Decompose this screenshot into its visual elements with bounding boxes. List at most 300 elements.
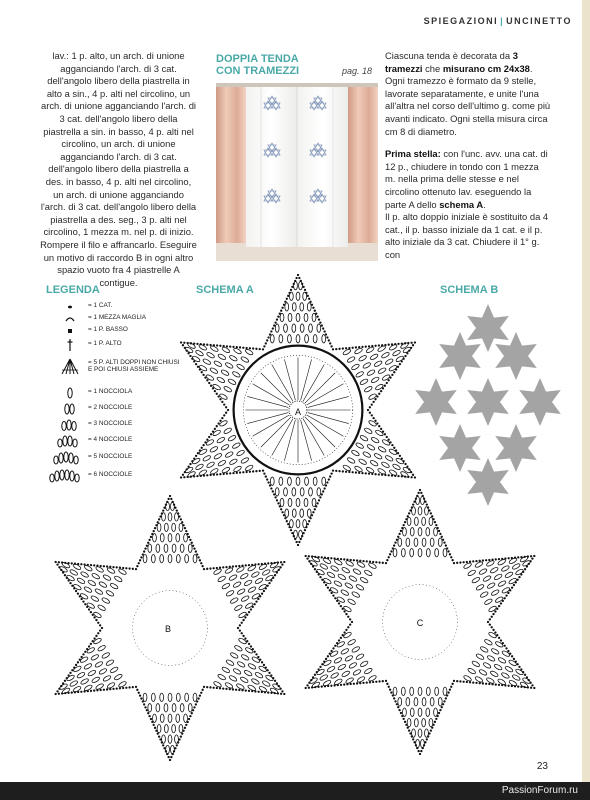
nocciola-loop [418,548,422,556]
chain-stitch [252,470,254,472]
chain-stitch [262,469,264,471]
radial-stitch [308,413,349,424]
chain-stitch [492,613,494,615]
nocciola-loop [241,654,250,661]
nocciola-loop [388,364,397,371]
nocciola-loop [359,434,368,441]
nocciola-loop [378,446,387,453]
chain-stitch [193,706,195,708]
nocciola-loop [148,704,152,712]
nocciola-loop [430,538,434,546]
chain-stitch [305,687,307,689]
chain-stitch [374,345,376,347]
chain-stitch [408,729,410,731]
chain-stitch [263,472,265,474]
nocciola-loop [300,488,304,496]
chain-stitch [400,530,402,532]
nocciola-loop [98,581,107,588]
nocciola-loop [471,660,480,667]
nocciola-loop [213,453,222,460]
chain-stitch [403,718,405,720]
nocciola-loop [401,548,405,556]
chain-stitch [216,425,218,427]
chain-stitch [367,409,369,411]
chain-stitch [434,521,436,523]
nocciola-loop [110,582,119,589]
chain-stitch [71,562,73,564]
chain-stitch [153,724,155,726]
chain-stitch [430,512,432,514]
nocciola-loop [421,496,425,504]
chain-stitch [438,530,440,532]
chain-stitch [297,274,299,276]
nocciola-loop [395,457,404,464]
nocciola-loop [168,714,172,722]
chain-stitch [201,371,203,373]
chain-stitch [226,472,228,474]
chain-stitch [488,683,490,685]
chain-stitch [93,616,95,618]
chain-stitch [518,666,520,668]
nocciola-loop [381,461,390,468]
chain-stitch [494,631,496,633]
chain-stitch [374,420,376,422]
chain-stitch [533,555,535,557]
chain-stitch [241,632,243,634]
chain-stitch [355,346,357,348]
nocciola-loop [175,735,179,743]
nocciola-loop [228,675,237,682]
nocciola-loop [217,575,226,582]
chain-stitch [391,444,393,446]
nocciola-loop [416,739,420,747]
nocciola-loop [421,739,425,747]
chain-stitch [394,541,396,543]
chain-stitch [453,680,455,682]
chain-stitch [391,374,393,376]
chain-stitch [58,693,60,695]
chain-stitch [368,345,370,347]
chain-stitch [206,344,208,346]
nocciola-loop [254,671,263,678]
nocciola-loop [392,349,401,356]
nocciola-loop [296,335,300,343]
nocciola-loop [347,598,356,605]
chain-stitch [195,703,197,705]
chain-stitch [307,295,309,297]
watermark-text: PassionForum.ru [501,785,578,796]
chain-stitch [459,680,461,682]
chain-stitch [394,700,396,702]
chain-stitch [345,613,347,615]
nocciola-loop [175,513,179,521]
nocciola-loop [389,344,398,351]
chain-stitch [274,321,276,323]
chain-stitch [308,687,310,689]
nocciola-loop [443,687,447,695]
nocciola-loop [221,466,230,473]
radial-stitch [272,365,293,402]
schema-b-title: SCHEMA B [440,284,499,296]
chain-stitch [330,472,332,474]
nocciola-loop [348,575,357,582]
legend-item: = 1 P. BASSO [28,324,188,338]
nocciola-loop [162,513,166,521]
chain-stitch [349,618,351,620]
nocciola-loop [206,351,215,358]
chain-stitch [252,347,254,349]
chain-stitch [116,687,118,689]
chain-stitch [197,556,199,558]
chain-stitch [219,420,221,422]
chain-stitch [330,650,332,652]
nocciola-loop [245,602,254,609]
chain-stitch [176,509,178,511]
nocciola-loop [371,436,380,443]
chain-stitch [249,471,251,473]
chain-stitch [209,567,211,569]
chain-stitch [507,685,509,687]
chain-stitch [456,562,458,564]
nocciola-loop [364,427,373,434]
nocciola-loop [303,292,307,300]
chain-stitch [450,686,452,688]
chain-stitch [140,556,142,558]
nocciola-loop [443,548,447,556]
legend-item: = 2 NOCCIOLE [28,402,188,416]
nocciola-loop [98,668,107,675]
nocciola-loop [225,659,234,666]
nocciola-loop [279,477,283,485]
chain-stitch [272,327,274,329]
nocciola-loop [352,669,361,676]
chain-stitch [184,727,186,729]
nocciola-loop [389,469,398,476]
nocciola-loop [168,534,172,542]
chain-stitch [385,680,387,682]
chain-stitch [201,447,203,449]
nocciola-loop [83,586,92,593]
chain-stitch [328,478,330,480]
chain-stitch [531,557,533,559]
chain-stitch [138,562,140,564]
chain-stitch [314,568,316,570]
chain-stitch [302,532,304,534]
nocciola-loop [270,335,274,343]
chain-stitch [183,476,185,478]
chain-stitch [385,562,387,564]
chain-stitch [338,470,340,472]
chain-stitch [199,695,201,697]
chain-stitch [283,561,285,563]
chain-stitch [93,564,95,566]
chain-stitch [245,347,247,349]
nocciola-loop [362,362,371,369]
chain-stitch [295,277,297,279]
nocciola-loop [101,652,110,659]
paragraph-intro: Ciascuna tenda è decorata da 3 tramezzi che misurano cm 24x38. Ogni tramezzo è formato da 9 stelle, lavorate separatamente, e unite l'una all'altra nel corso dell'ultimo g. come più avanti indicato. Ogni stella misura circa cm 8 di diametro. [385,50,551,137]
chain-stitch [340,605,342,607]
nocciola-loop [72,563,81,570]
chain-stitch [223,414,225,416]
chain-stitch [449,689,451,691]
chain-stitch [308,555,310,557]
chain-stitch [434,721,436,723]
schema-b-star [495,424,537,472]
radial-stitch [305,373,335,403]
chain-stitch [112,566,114,568]
nocciola-loop [371,376,380,383]
nocciola-loop [294,530,298,538]
chain-stitch [272,490,274,492]
nocciola-loop [97,604,106,611]
nocciola-loop [164,704,168,712]
chain-stitch [257,563,259,565]
nocciola-loop [195,463,204,470]
nocciola-loop [366,346,375,353]
chain-stitch [176,744,178,746]
schema-b-diagram [415,304,561,506]
nocciola-loop [94,588,103,595]
nocciola-loop [221,582,230,589]
chain-stitch [412,503,414,505]
nocciola-loop [217,353,226,360]
chain-stitch [212,687,214,689]
nocciola-loop [72,685,81,692]
chain-stitch [462,561,464,563]
radial-stitch [253,384,290,405]
chain-stitch [380,428,382,430]
nocciola-loop [193,554,197,562]
chain-stitch [261,593,263,595]
nocciola-loop [378,367,387,374]
chain-stitch [368,472,370,474]
chain-stitch [492,629,494,631]
nocciola-loop [179,724,183,732]
nocciola-loop [176,554,180,562]
chain-stitch [323,487,325,489]
nocciola-loop [478,669,487,676]
nocciola-loop [114,673,123,680]
nocciola-loop [188,544,192,552]
chain-stitch [239,346,241,348]
chain-stitch [378,680,380,682]
chain-stitch [491,616,493,618]
nocciola-loop [341,670,350,677]
nocciola-loop [285,303,289,311]
nocciola-loop [251,571,260,578]
nocciola-loop [304,498,308,506]
nocciola-loop [487,655,496,662]
chain-stitch [312,307,314,309]
chain-stitch [268,672,270,674]
nocciola-loop [307,303,311,311]
chain-stitch [291,286,293,288]
nocciola-loop [414,698,418,706]
chain-stitch [343,610,345,612]
chain-stitch [88,608,90,610]
chain-stitch [122,567,124,569]
nocciola-loop [491,589,500,596]
chain-stitch [498,684,500,686]
nocciola-loop [156,704,160,712]
nocciola-loop [69,569,78,576]
nocciola-loop [429,718,433,726]
nocciola-loop [434,708,438,716]
nocciola-loop [319,674,328,681]
nocciola-loop [240,457,249,464]
chain-stitch [334,597,336,599]
schema-b-star [467,458,509,506]
nocciola-loop [284,488,288,496]
chain-stitch [430,729,432,731]
chain-stitch [321,556,323,558]
chain-stitch [255,470,257,472]
nocciola-loop [245,647,254,654]
chain-stitch [466,681,468,683]
chain-stitch [216,344,218,346]
chain-stitch [316,316,318,318]
legend-item: = 1 P. ALTO [28,338,188,352]
chain-stitch [90,564,92,566]
chain-stitch [232,565,234,567]
nocciola-loop [185,554,189,562]
chain-stitch [378,393,380,395]
nocciola-loop [414,718,418,726]
chain-stitch [262,348,264,350]
chain-stitch [144,706,146,708]
chain-stitch [386,382,388,384]
chain-stitch [221,417,223,419]
nocciola-loop [475,653,484,660]
chain-stitch [412,344,414,346]
chain-stitch [332,647,334,649]
chain-stitch [208,436,210,438]
chain-stitch [180,476,182,478]
chain-stitch [298,277,300,279]
chain-stitch [69,672,71,674]
chain-stitch [266,478,268,480]
nocciola-loop [102,675,111,682]
chain-stitch [286,520,288,522]
chain-stitch [277,502,279,504]
chain-stitch [223,403,225,405]
nocciola-loop [225,590,234,597]
chain-stitch [419,489,421,491]
chain-stitch [350,559,352,561]
chain-stitch [290,289,292,291]
chain-stitch [199,559,201,561]
legend-item: = 1 NOCCIOLA [28,386,188,400]
chain-stitch [280,561,282,563]
chain-stitch [404,463,406,465]
nocciola-loop [494,573,503,580]
nocciola-loop [180,544,184,552]
nocciola-loop [157,724,161,732]
nocciola-loop [422,718,426,726]
nocciola-loop [316,668,325,675]
chain-stitch [349,623,351,625]
chain-stitch [235,565,237,567]
chain-stitch [326,481,328,483]
nocciola-loop [410,708,414,716]
schema-b-star [519,378,561,426]
chain-stitch [93,689,95,691]
chain-stitch [361,346,363,348]
chain-stitch [90,611,92,613]
chain-stitch [319,321,321,323]
radial-stitch [247,396,288,407]
chain-stitch [445,544,447,546]
chain-stitch [513,658,515,660]
nocciola-loop [418,708,422,716]
nocciola-loop [151,693,155,701]
nocciola-loop [412,729,416,737]
chain-stitch [308,520,310,522]
chain-stitch [500,602,502,604]
nocciola-loop [403,528,407,536]
nocciola-loop [251,678,260,685]
chain-stitch [372,681,374,683]
nocciola-loop [467,667,476,674]
chain-stitch [386,683,388,685]
nocciola-loop [410,548,414,556]
nocciola-loop [265,674,274,681]
chain-stitch [254,603,256,605]
nocciola-loop [355,584,364,591]
chain-stitch [270,487,272,489]
chain-stitch [212,567,214,569]
chain-stitch [55,693,57,695]
chain-stitch [530,687,532,689]
nocciola-loop [229,354,238,361]
chain-stitch [162,509,164,511]
nocciola-loop [351,363,360,370]
chain-stitch [362,682,364,684]
chain-stitch [210,385,212,387]
nocciola-loop [330,672,339,679]
nocciola-loop [221,666,230,673]
chain-stitch [297,544,299,546]
chain-stitch [450,556,452,558]
chain-stitch [507,557,509,559]
chain-stitch [375,681,377,683]
chain-stitch [371,414,373,416]
nocciola-loop [385,358,394,365]
chain-stitch [203,568,205,570]
nocciola-loop [401,687,405,695]
chain-stitch [531,684,533,686]
chain-stitch [504,645,506,647]
chain-stitch [504,597,506,599]
nocciola-loop [86,602,95,609]
chain-stitch [342,470,344,472]
nocciola-loop [303,520,307,528]
chain-stitch [451,683,453,685]
nocciola-loop [393,548,397,556]
chain-stitch [139,695,141,697]
chain-stitch [188,536,190,538]
chain-stitch [82,653,84,655]
nocciola-loop [435,687,439,695]
chain-stitch [517,556,519,558]
nocciola-loop [337,663,346,670]
nocciola-loop [508,659,517,666]
chain-stitch [445,697,447,699]
nocciola-loop [105,590,114,597]
chain-stitch [150,536,152,538]
nocciola-loop [241,595,250,602]
